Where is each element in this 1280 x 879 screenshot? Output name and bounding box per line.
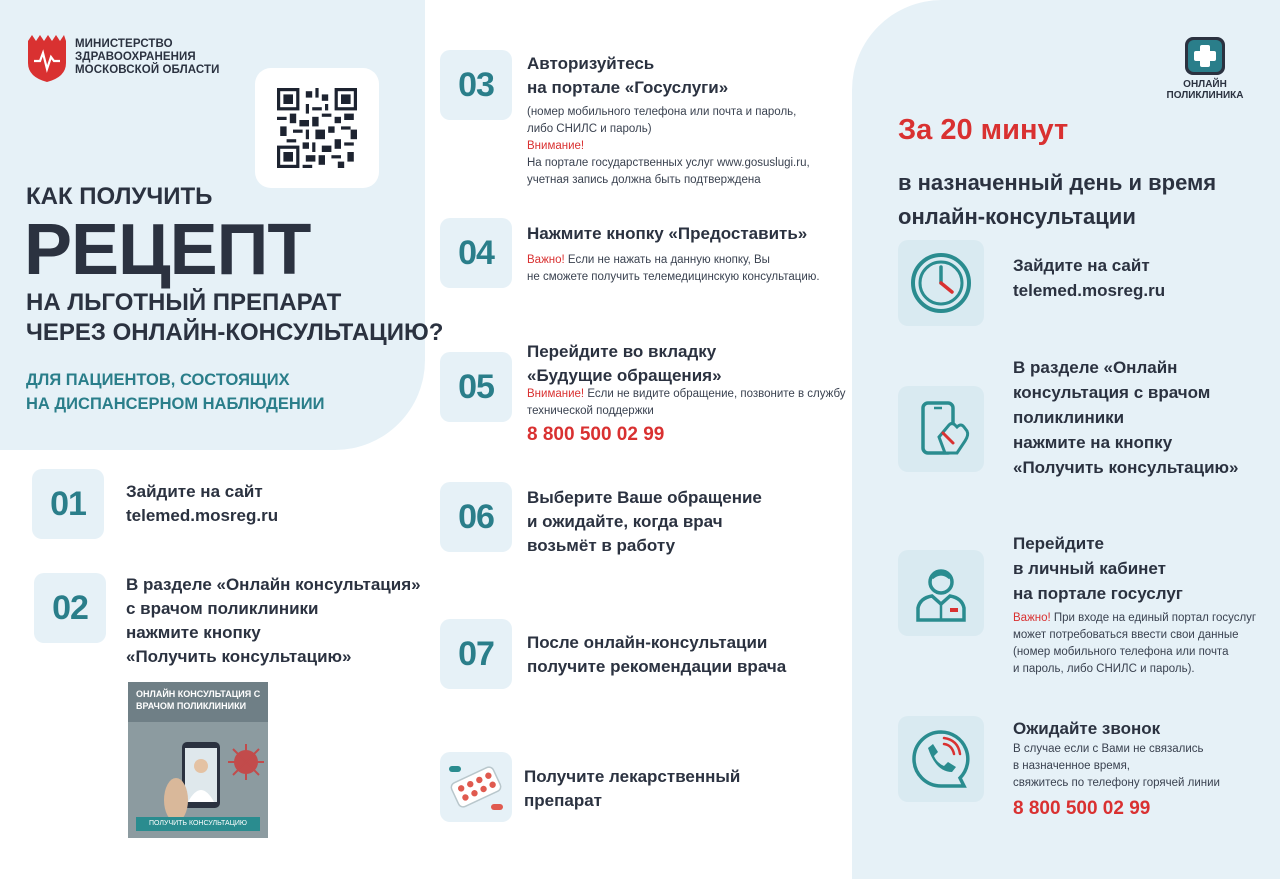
- step-02-line-1: В разделе «Онлайн консультация»: [126, 575, 421, 594]
- step-03-number: 03: [440, 50, 512, 120]
- consultation-screenshot: [128, 682, 268, 838]
- qr-code-icon: [277, 88, 357, 168]
- headline-line-4: ЧЕРЕЗ ОНЛАЙН-КОНСУЛЬТАЦИЮ?: [26, 319, 444, 346]
- right-item-c-note-3: (номер мобильного телефона или почта: [1013, 646, 1229, 658]
- step-01-line-2: telemed.mosreg.ru: [126, 506, 279, 525]
- step-06-line-2: и ожидайте, когда врач: [527, 512, 723, 531]
- user-cabinet-icon-box: [898, 550, 984, 636]
- right-item-b-line-5: «Получить консультацию»: [1013, 458, 1239, 477]
- step-02-line-3: нажмите кнопку: [126, 623, 261, 642]
- step-05-text: [527, 340, 846, 446]
- headline-sub-2: НА ДИСПАНСЕРНОМ НАБЛЮДЕНИИ: [26, 395, 325, 413]
- online-clinic-brand-2: ПОЛИКЛИНИКА: [1166, 90, 1244, 101]
- step-02-number: 02: [34, 573, 106, 643]
- pills-icon-box: [440, 752, 512, 822]
- step-01-line-1: Зайдите на сайт: [126, 482, 263, 501]
- qr-code-card: [255, 68, 379, 188]
- right-item-b-line-1: В разделе «Онлайн: [1013, 358, 1178, 377]
- step-05-note-2: технической поддержки: [527, 405, 654, 417]
- online-clinic-brand-1: ОНЛАЙН: [1183, 79, 1227, 90]
- headline-line-3: НА ЛЬГОТНЫЙ ПРЕПАРАТ: [26, 289, 342, 316]
- moscow-region-coat-of-arms-icon: [26, 33, 68, 83]
- medical-cross-icon: [1184, 36, 1226, 76]
- right-item-c-warning: Важно!: [1013, 612, 1051, 624]
- step-03-line-2: на портале «Госуслуги»: [527, 78, 729, 97]
- ministry-line-1: МИНИСТЕРСТВО: [75, 38, 173, 50]
- right-item-c-note-1: При входе на единый портал госуслуг: [1050, 612, 1257, 624]
- step-05-note-1: Если не видите обращение, позвоните в службу: [584, 388, 846, 400]
- final-step-text: [524, 765, 740, 813]
- right-item-a-text: [1013, 253, 1165, 303]
- step-07-line-1: После онлайн-консультации: [527, 633, 768, 652]
- step-03-note-3: На портале государственных услуг www.gosuslugi.ru,: [527, 157, 810, 169]
- ministry-name: [75, 38, 220, 77]
- step-01-number: 01: [32, 469, 104, 539]
- phone-tap-icon-box: [898, 386, 984, 472]
- thumbnail-title-1: ОНЛАЙН КОНСУЛЬТАЦИЯ С: [136, 689, 261, 699]
- step-06-line-1: Выберите Ваше обращение: [527, 488, 762, 507]
- ringing-phone-icon-box: [898, 716, 984, 802]
- right-subheadline: [898, 166, 1216, 234]
- right-item-b-line-3: поликлиники: [1013, 408, 1125, 427]
- step-04-number: 04: [440, 218, 512, 288]
- step-02-text: [126, 573, 421, 669]
- user-cabinet-icon: [910, 562, 972, 624]
- right-headline: За 20 минут: [898, 114, 1069, 146]
- right-item-d-line-1: Ожидайте звонок: [1013, 719, 1161, 738]
- step-03-note-2: либо СНИЛС и пароль): [527, 123, 652, 135]
- step-02-line-2: с врачом поликлиники: [126, 599, 319, 618]
- final-step-line-2: препарат: [524, 791, 602, 810]
- step-04-line-1: Нажмите кнопку «Предоставить»: [527, 224, 808, 243]
- phone-tap-icon: [909, 397, 973, 461]
- step-04-note-1: Если не нажать на данную кнопку, Вы: [564, 254, 770, 266]
- ministry-line-2: ЗДРАВООХРАНЕНИЯ: [75, 51, 196, 63]
- right-item-a-line-2: telemed.mosreg.ru: [1013, 281, 1166, 300]
- step-03-line-1: Авторизуйтесь: [527, 54, 655, 73]
- right-item-a-line-1: Зайдите на сайт: [1013, 256, 1150, 275]
- step-06-line-3: возьмёт в работу: [527, 536, 676, 555]
- step-03-note-4: учетная запись должна быть подтверждена: [527, 174, 761, 186]
- headline-big: РЕЦЕПТ: [24, 210, 311, 290]
- step-05-warning: Внимание!: [527, 388, 585, 400]
- right-item-b-text: [1013, 355, 1239, 480]
- right-item-d-phone: 8 800 500 02 99: [1013, 798, 1151, 819]
- final-step-line-1: Получите лекарственный: [524, 767, 741, 786]
- right-item-c-line-1: Перейдите: [1013, 534, 1104, 553]
- step-04-note-2: не сможете получить телемедицинскую консультацию.: [527, 271, 820, 283]
- step-02-line-4: «Получить консультацию»: [126, 647, 352, 666]
- right-item-d-note-2: в назначенное время,: [1013, 760, 1130, 772]
- thumbnail-title-2: ВРАЧОМ ПОЛИКЛИНИКИ: [136, 701, 247, 711]
- right-subheadline-1: в назначенный день и время: [898, 170, 1217, 195]
- step-03-note-1: (номер мобильного телефона или почта и пароль,: [527, 106, 797, 118]
- right-item-c-note-2: может потребоваться ввести свои данные: [1013, 629, 1239, 641]
- right-item-b-line-2: консультация с врачом: [1013, 383, 1211, 402]
- step-04-warning: Важно!: [527, 254, 565, 266]
- step-05-line-1: Перейдите во вкладку: [527, 342, 717, 361]
- step-07-line-2: получите рекомендации врача: [527, 657, 787, 676]
- step-03-text: [527, 52, 810, 189]
- clock-icon: [910, 252, 972, 314]
- step-07-number: 07: [440, 619, 512, 689]
- thumbnail-get-consultation-button: ПОЛУЧИТЬ КОНСУЛЬТАЦИЮ: [136, 817, 260, 831]
- step-01-text: [126, 480, 278, 528]
- right-item-c-line-2: в личный кабинет: [1013, 559, 1166, 578]
- clock-icon-box: [898, 240, 984, 326]
- step-03-warning: Внимание!: [527, 140, 585, 152]
- right-item-c-text: [1013, 531, 1256, 678]
- step-05-line-2: «Будущие обращения»: [527, 366, 722, 385]
- step-07-text: [527, 631, 786, 679]
- ringing-phone-icon: [908, 726, 974, 792]
- step-05-phone: 8 800 500 02 99: [527, 424, 665, 445]
- right-item-c-note-4: и пароль, либо СНИЛС и пароль).: [1013, 663, 1195, 675]
- right-item-d-text: [1013, 716, 1220, 820]
- right-subheadline-2: онлайн-консультации: [898, 204, 1136, 229]
- headline-sub-1: ДЛЯ ПАЦИЕНТОВ, СОСТОЯЩИХ: [26, 371, 290, 389]
- right-item-d-note-3: свяжитесь по телефону горячей линии: [1013, 777, 1220, 789]
- online-clinic-logo: [1155, 36, 1255, 101]
- thumbnail-title: [136, 688, 260, 712]
- step-06-number: 06: [440, 482, 512, 552]
- right-item-b-line-4: нажмите на кнопку: [1013, 433, 1173, 452]
- headline-line-1: КАК ПОЛУЧИТЬ: [26, 183, 213, 210]
- pills-icon: [447, 762, 505, 812]
- right-item-d-note-1: В случае если с Вами не связались: [1013, 743, 1204, 755]
- right-item-c-line-3: на портале госуслуг: [1013, 584, 1183, 603]
- step-06-text: [527, 486, 762, 558]
- step-05-number: 05: [440, 352, 512, 422]
- step-04-text: [527, 222, 820, 286]
- ministry-line-3: МОСКОВСКОЙ ОБЛАСТИ: [75, 64, 220, 76]
